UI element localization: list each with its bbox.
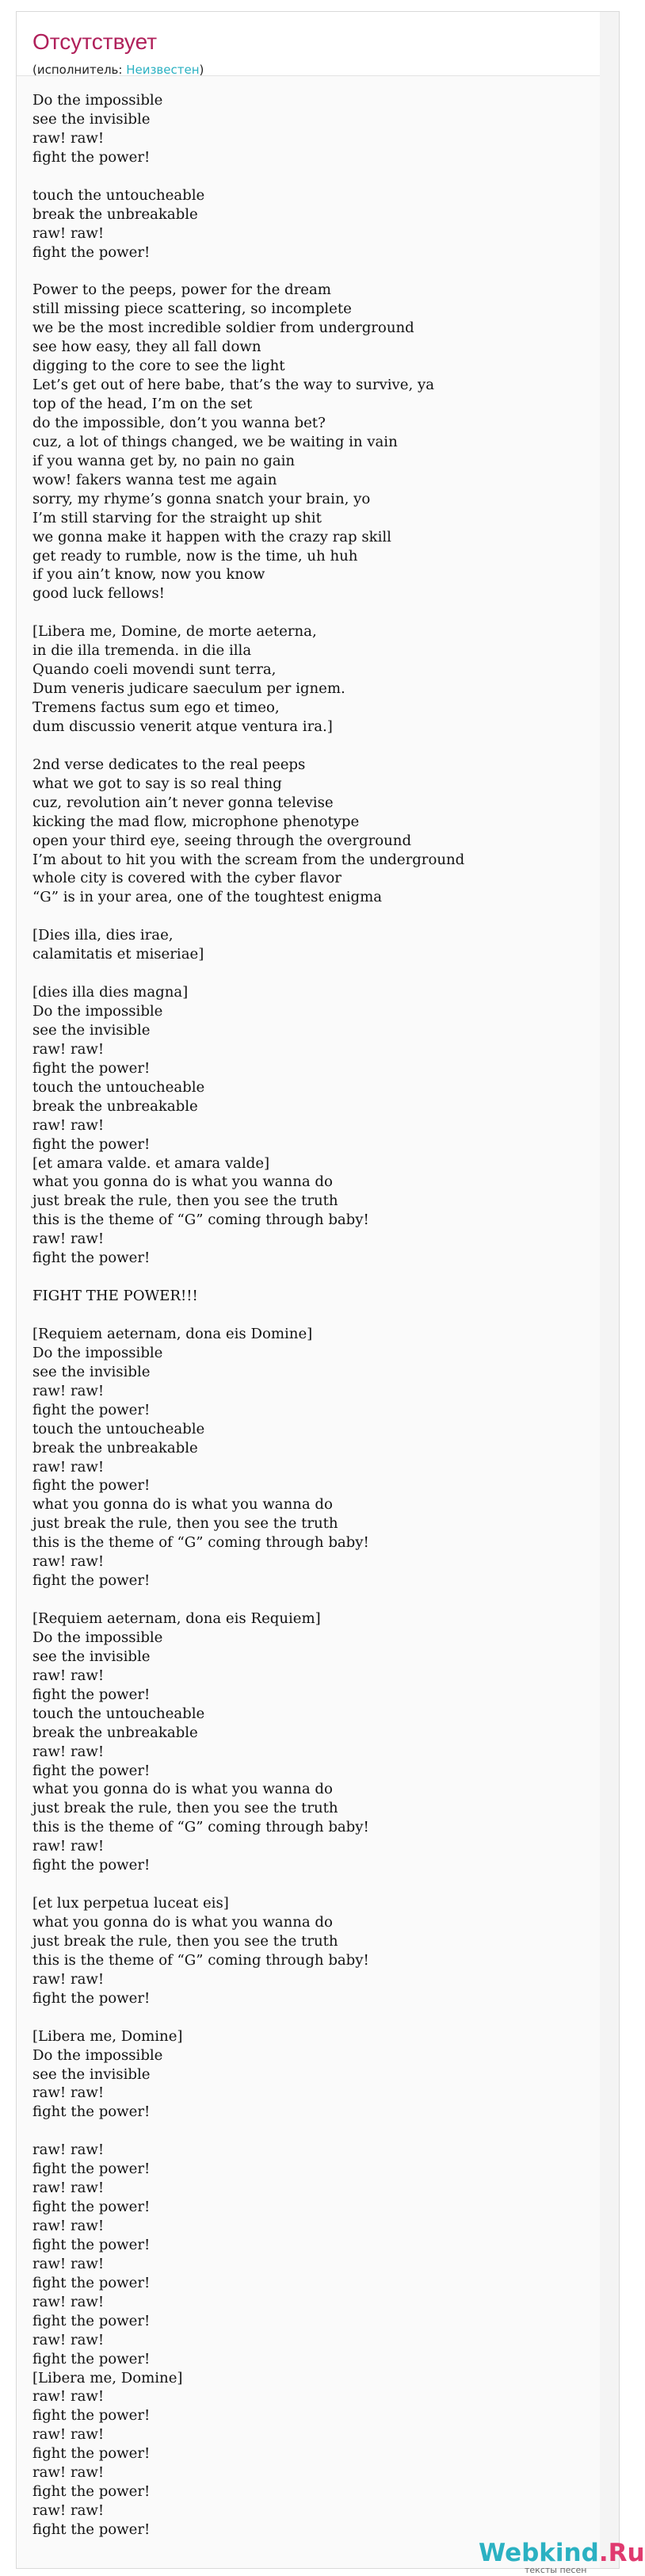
lyric-line: raw! raw!	[32, 1667, 105, 1684]
lyric-blank-line	[32, 167, 603, 186]
webkind-logo[interactable]	[479, 2539, 645, 2576]
lyric-line: [et lux perpetua luceat eis]	[32, 1895, 229, 1912]
lyric-line: fight the power!	[32, 1059, 151, 1077]
lyric-line: wow! fakers wanna test me again	[32, 471, 277, 488]
lyric-line: raw! raw!	[32, 2502, 105, 2520]
webkind-logo-main: Webkind	[479, 2539, 599, 2567]
lyric-blank-line	[32, 1306, 603, 1325]
lyric-line: Tremens factus sum ego et timeo,	[32, 699, 280, 716]
lyric-line: whole city is covered with the cyber flavor	[32, 870, 342, 887]
lyric-line: Dum veneris judicare saeculum per ignem.	[32, 680, 345, 698]
lyric-blank-line	[32, 1590, 603, 1610]
lyric-line: [et amara valde. et amara valde]	[32, 1154, 270, 1172]
lyric-line: raw! raw!	[32, 1382, 105, 1399]
lyric-blank-line	[32, 262, 603, 281]
lyric-line: raw! raw!	[32, 1040, 105, 1058]
lyric-line: fight the power!	[32, 2483, 151, 2501]
lyric-line: raw! raw!	[32, 1458, 105, 1476]
page-side-gutter	[600, 12, 619, 2568]
lyric-blank-line	[32, 2122, 603, 2141]
lyric-line: what you gonna do is what you wanna do	[32, 1781, 333, 1798]
lyric-line: digging to the core to see the light	[32, 358, 285, 375]
lyric-line: this is the theme of “G” coming through baby!	[32, 1819, 369, 1836]
lyric-line: fight the power!	[32, 1857, 151, 1874]
lyric-line: fight the power!	[32, 243, 151, 261]
lyric-blank-line	[32, 907, 603, 926]
lyric-line: I’m about to hit you with the scream from the underground	[32, 851, 465, 868]
lyric-line: [Requiem aeternam, dona eis Domine]	[32, 1325, 313, 1342]
lyric-line: fight the power!	[32, 2407, 151, 2425]
lyric-line: in die illa tremenda. in die illa	[32, 642, 252, 660]
webkind-logo-accent: .Ru	[598, 2539, 645, 2567]
lyric-line: raw! raw!	[32, 2180, 105, 2197]
lyric-line: fight the power!	[32, 2312, 151, 2329]
lyric-line: cuz, a lot of things changed, we be waiting in vain	[32, 433, 398, 450]
lyric-line: [Libera me, Domine, de morte aeterna,	[32, 623, 317, 641]
lyric-line: fight the power!	[32, 1989, 151, 2007]
lyric-blank-line	[32, 1268, 603, 1287]
lyric-line: calamitatis et miseriae]	[32, 946, 204, 963]
lyric-line: touch the untoucheable	[32, 1078, 205, 1096]
lyric-line: just break the rule, then you see the truth	[32, 1192, 338, 1210]
lyric-line: break the unbreakable	[32, 1097, 198, 1115]
lyric-line: if you wanna get by, no pain no gain	[32, 452, 296, 469]
lyric-line: sorry, my rhyme’s gonna snatch your brain, yo	[32, 490, 371, 507]
song-title: Отсутствует	[32, 29, 158, 54]
lyric-line: good luck fellows!	[32, 585, 165, 603]
lyric-blank-line	[32, 737, 603, 756]
lyric-line: Do the impossible	[32, 1003, 163, 1020]
lyric-line: fight the power!	[32, 2274, 151, 2291]
lyric-line: what you gonna do is what you wanna do	[32, 1496, 333, 1514]
lyric-line: raw! raw!	[32, 2388, 105, 2406]
lyric-line: this is the theme of “G” coming through baby!	[32, 1211, 369, 1229]
webkind-logo-text	[479, 2540, 645, 2566]
lyric-line: fight the power!	[32, 2236, 151, 2253]
lyric-line: raw! raw!	[32, 1838, 105, 1855]
lyric-line: fight the power!	[32, 2199, 151, 2216]
lyric-line: top of the head, I’m on the set	[32, 396, 253, 412]
song-header	[17, 12, 619, 76]
lyric-line: just break the rule, then you see the truth	[32, 1800, 338, 1817]
lyric-line: see the invisible	[32, 2065, 151, 2083]
lyric-line: still missing piece scattering, so incomplete	[32, 300, 352, 318]
artist-link[interactable]: Неизвестен	[126, 63, 200, 77]
lyric-line: raw! raw!	[32, 1116, 105, 1134]
lyric-line: fight the power!	[32, 1686, 151, 1703]
lyric-line: what we got to say is so real thing	[32, 775, 282, 792]
lyric-line: raw! raw!	[32, 129, 105, 147]
lyric-line: raw! raw!	[32, 2464, 105, 2482]
lyric-line: [dies illa dies magna]	[32, 984, 189, 1001]
lyric-line: raw! raw!	[32, 2426, 105, 2444]
lyric-line: Do the impossible	[32, 2046, 163, 2064]
lyric-line: raw! raw!	[32, 1553, 105, 1571]
lyric-line: break the unbreakable	[32, 1724, 198, 1741]
lyric-line: this is the theme of “G” coming through baby!	[32, 1951, 369, 1969]
lyric-line: fight the power!	[32, 1401, 151, 1418]
lyric-line: touch the untoucheable	[32, 1420, 205, 1437]
lyric-line: break the unbreakable	[32, 1439, 198, 1456]
lyric-line: kicking the mad flow, microphone phenotype	[32, 813, 360, 830]
lyric-line: just break the rule, then you see the truth	[32, 1932, 338, 1950]
lyric-line: if you ain’t know, now you know	[32, 566, 265, 584]
lyrics-page	[16, 11, 645, 2575]
lyric-line: fight the power!	[32, 2350, 151, 2367]
lyric-line: see the invisible	[32, 1021, 151, 1039]
lyric-line: [Requiem aeternam, dona eis Requiem]	[32, 1610, 321, 1627]
lyric-line: see the invisible	[32, 1648, 151, 1665]
artist-suffix: )	[199, 63, 204, 77]
lyric-line: raw! raw!	[32, 224, 105, 242]
lyric-line: do the impossible, don’t you wanna bet?	[32, 414, 326, 431]
lyric-line: what you gonna do is what you wanna do	[32, 1914, 333, 1931]
lyric-blank-line	[32, 2008, 603, 2027]
lyric-blank-line	[32, 603, 603, 622]
artist-line	[32, 63, 204, 77]
lyric-line: fight the power!	[32, 2161, 151, 2178]
lyric-line: raw! raw!	[32, 2084, 105, 2102]
lyric-line: what you gonna do is what you wanna do	[32, 1173, 333, 1191]
lyric-line: touch the untoucheable	[32, 186, 205, 204]
lyric-line: [Libera me, Domine]	[32, 2369, 183, 2387]
lyric-line: raw! raw!	[32, 1743, 105, 1760]
lyric-line: get ready to rumble, now is the time, uh huh	[32, 547, 358, 565]
webkind-logo-subtitle: тексты песен	[525, 2565, 587, 2575]
artist-prefix: (исполнитель:	[32, 63, 127, 77]
lyric-line: cuz, revolution ain’t never gonna televise	[32, 794, 334, 811]
lyric-line: Do the impossible	[32, 92, 163, 109]
lyric-line: Quando coeli movendi sunt terra,	[32, 661, 277, 679]
lyric-line: fight the power!	[32, 1762, 151, 1779]
lyric-line: fight the power!	[32, 1477, 151, 1495]
lyric-line: fight the power!	[32, 148, 151, 166]
lyric-line: FIGHT THE POWER!!!	[32, 1288, 198, 1305]
lyric-line: raw! raw!	[32, 1970, 105, 1988]
lyric-line: raw! raw!	[32, 2293, 105, 2310]
lyric-line: open your third eye, seeing through the overground	[32, 832, 412, 849]
lyric-line: just break the rule, then you see the truth	[32, 1515, 338, 1533]
lyric-line: Do the impossible	[32, 1629, 163, 1646]
lyric-line: fight the power!	[32, 2103, 151, 2121]
lyrics-body	[32, 91, 603, 2540]
lyric-line: [Libera me, Domine]	[32, 2027, 183, 2045]
lyric-line: dum discussio venerit atque ventura ira.]	[32, 718, 333, 735]
lyric-line: raw! raw!	[32, 2331, 105, 2348]
lyric-line: I’m still starving for the straight up shit	[32, 509, 322, 526]
lyric-line: raw! raw!	[32, 2255, 105, 2272]
lyric-line: this is the theme of “G” coming through baby!	[32, 1534, 369, 1552]
lyric-line: fight the power!	[32, 1250, 151, 1267]
lyric-line: raw! raw!	[32, 1231, 105, 1248]
lyric-line: fight the power!	[32, 1135, 151, 1153]
lyric-blank-line	[32, 964, 603, 983]
lyric-line: touch the untoucheable	[32, 1705, 205, 1722]
lyric-line: [Dies illa, dies irae,	[32, 927, 174, 944]
lyric-line: we gonna make it happen with the crazy rap skill	[32, 528, 391, 545]
lyric-line: we be the most incredible soldier from underground	[32, 320, 414, 337]
lyric-line: see how easy, they all fall down	[32, 339, 261, 356]
lyric-line: “G” is in your area, one of the toughtest enigma	[32, 889, 383, 906]
lyric-line: Power to the peeps, power for the dream	[32, 281, 331, 299]
lyric-line: raw! raw!	[32, 2218, 105, 2234]
lyric-line: raw! raw!	[32, 2142, 105, 2159]
lyric-line: fight the power!	[32, 2521, 151, 2538]
lyric-line: fight the power!	[32, 2445, 151, 2463]
lyric-line: 2nd verse dedicates to the real peeps	[32, 756, 306, 773]
lyric-line: see the invisible	[32, 110, 151, 128]
lyric-line: Do the impossible	[32, 1344, 163, 1361]
lyric-line: Let’s get out of here babe, that’s the way to survive, ya	[32, 377, 434, 394]
lyric-line: fight the power!	[32, 1572, 151, 1590]
lyric-line: see the invisible	[32, 1363, 151, 1380]
lyric-blank-line	[32, 1875, 603, 1894]
lyric-line: break the unbreakable	[32, 205, 198, 223]
